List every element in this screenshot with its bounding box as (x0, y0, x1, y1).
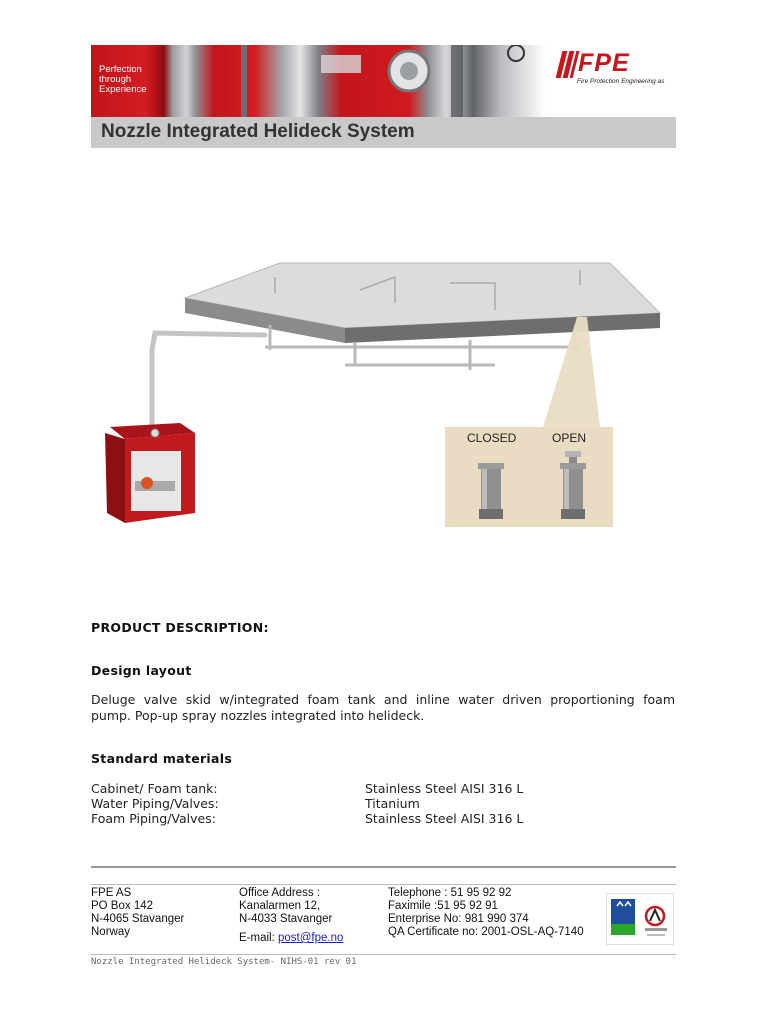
tagline-line-2: through (99, 74, 132, 85)
material-value: Titanium (365, 796, 420, 811)
standard-materials-heading: Standard materials (91, 751, 233, 766)
fpe-logo (557, 51, 672, 91)
footer-divider-thin (91, 884, 676, 885)
office-street: Kanalarmen 12, (239, 900, 321, 912)
supply-pipe (152, 333, 265, 427)
open-label: OPEN (552, 431, 587, 445)
helideck-illustration (95, 255, 675, 555)
title-bar (91, 117, 676, 148)
footer-bottom-divider (91, 954, 676, 955)
company-name: FPE AS (91, 887, 132, 899)
closed-label: CLOSED (467, 431, 517, 445)
po-box: PO Box 142 (91, 900, 154, 912)
tagline-line-3: Experience (99, 84, 147, 95)
footer-divider (91, 866, 676, 868)
banner-photo (91, 45, 546, 117)
design-line-2: pump. Pop-up spray nozzles integrated into helideck. (91, 708, 425, 723)
material-item: Cabinet/ Foam tank: (91, 781, 218, 796)
certification-logos (606, 893, 674, 945)
page-title: Nozzle Integrated Helideck System (101, 121, 415, 142)
email-link[interactable]: post@fpe.no (277, 932, 344, 944)
closed-nozzle-icon (478, 463, 504, 519)
design-line-1: Deluge valve skid w/integrated foam tank and inline water driven proportioning foam (91, 692, 675, 707)
company-address (91, 887, 184, 939)
tagline-line-1: Perfection (99, 64, 142, 75)
logo-text: FPE (578, 49, 630, 77)
material-item: Water Piping/Valves: (91, 796, 219, 811)
design-layout-text (91, 692, 675, 724)
enterprise-number: Enterprise No: 981 990 374 (388, 913, 529, 925)
document-reference: Nozzle Integrated Helideck System- NIHS-01 rev 01 (91, 957, 357, 967)
contact-numbers (388, 887, 584, 939)
design-layout-heading: Design layout (91, 663, 192, 678)
office-address (239, 887, 343, 945)
office-postal: N-4033 Stavanger (239, 913, 333, 925)
material-value: Stainless Steel AISI 316 L (365, 811, 524, 826)
fax: Faximile :51 95 92 91 (388, 900, 498, 912)
office-label: Office Address : (239, 887, 320, 899)
material-item: Foam Piping/Valves: (91, 811, 216, 826)
postal-code: N-4065 Stavanger (91, 913, 185, 925)
deluge-valve-skid (105, 423, 195, 523)
product-description-heading: PRODUCT DESCRIPTION: (91, 620, 269, 635)
email-label: E-mail: (239, 932, 278, 944)
telephone: Telephone : 51 95 92 92 (388, 887, 512, 899)
header-banner (91, 45, 676, 117)
qa-certificate: QA Certificate no: 2001-OSL-AQ-7140 (388, 926, 584, 938)
country: Norway (91, 926, 130, 938)
material-value: Stainless Steel AISI 316 L (365, 781, 524, 796)
email-line (239, 932, 343, 945)
banner-tagline (99, 65, 189, 95)
logo-subtitle: Fire Protection Engineering as (577, 78, 665, 85)
dnv-certification-icon (607, 894, 673, 944)
helideck-diagram (95, 255, 675, 555)
panel-connector (543, 317, 600, 427)
